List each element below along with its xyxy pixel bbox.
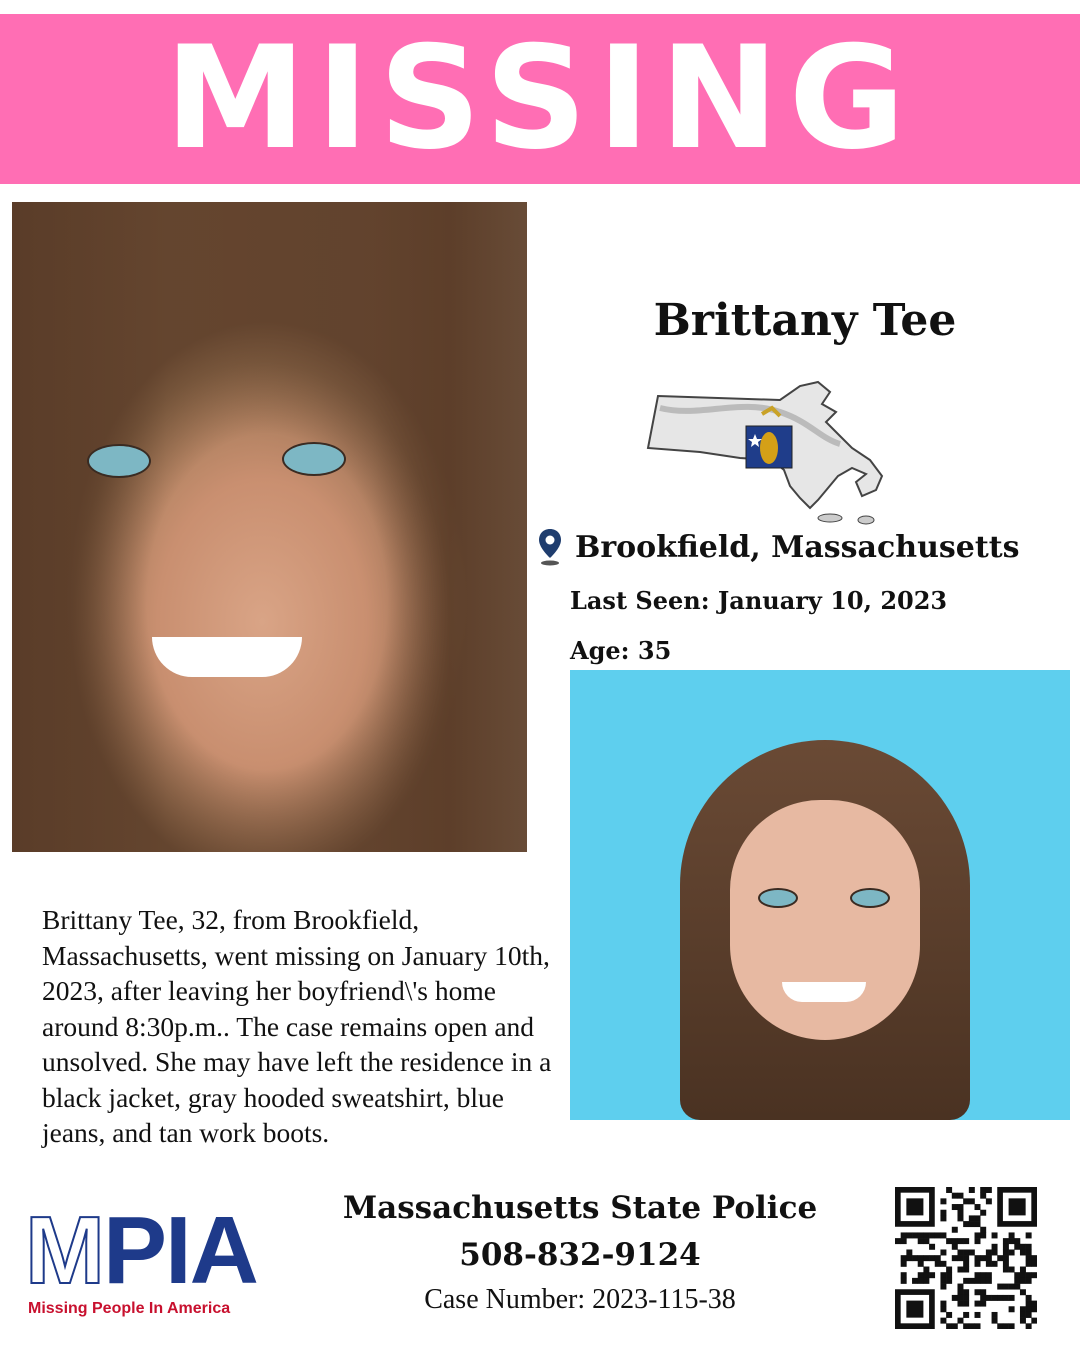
last-seen-value: January 10, 2023 bbox=[717, 586, 948, 615]
mpia-logo bbox=[25, 1197, 285, 1325]
missing-person-photo-secondary bbox=[570, 670, 1070, 1120]
case-number: Case Number: 2023-115-38 bbox=[424, 1284, 736, 1315]
age-label: Age: bbox=[570, 636, 630, 665]
age-value: 35 bbox=[637, 636, 672, 665]
phone-number[interactable]: 508-832-9124 bbox=[459, 1237, 701, 1273]
last-seen bbox=[570, 586, 947, 615]
logo-letters-pia: PIA bbox=[102, 1197, 257, 1304]
banner-title: MISSING bbox=[164, 16, 916, 181]
person-name: Brittany Tee bbox=[653, 295, 957, 346]
last-seen-label: Last Seen: bbox=[570, 586, 710, 615]
agency-name: Massachusetts State Police bbox=[342, 1190, 818, 1226]
map-pin-icon bbox=[538, 528, 562, 566]
case-description: Brittany Tee, 32, from Brookfield, Massachusetts, went missing on January 10th, 2023, after leaving her boyfriend\'s home around 8:30p.m.. The case remains open and unsolved. She may have left the residence in a black jacket, gray hooded sweatshirt, blue jeans, and tan work boots. bbox=[42, 904, 552, 1148]
contact-block bbox=[300, 1186, 860, 1320]
missing-banner bbox=[0, 14, 1080, 184]
logo-subtitle: Missing People In America bbox=[28, 1300, 231, 1317]
location-text: Brookfield, Massachusetts bbox=[575, 530, 1020, 565]
age bbox=[570, 636, 671, 665]
massachusetts-flag-map-icon bbox=[640, 378, 890, 528]
qr-code-icon[interactable] bbox=[895, 1187, 1037, 1329]
logo-letter-m: M bbox=[25, 1197, 103, 1304]
missing-person-photo-primary bbox=[12, 202, 527, 852]
